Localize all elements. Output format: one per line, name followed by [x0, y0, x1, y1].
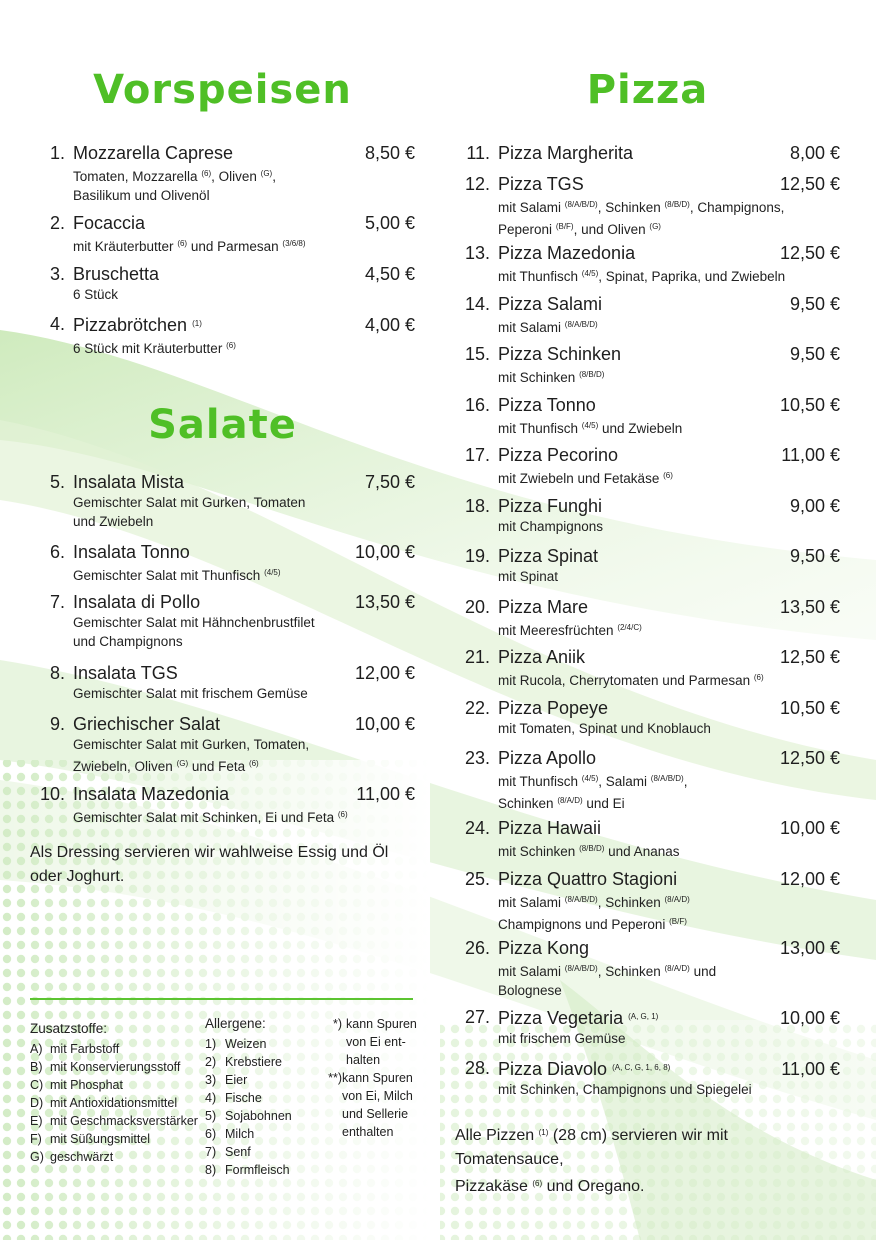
menu-item	[30, 713, 415, 783]
item-description: Gemischter Salat mit Thunfisch $^{(4/5)}$	[73, 568, 281, 583]
item-price: 8,50 €	[364, 143, 415, 163]
item-number: 9.	[49, 714, 65, 734]
item-name: Pizza Pecorino	[498, 445, 619, 465]
item-price: 4,00 €	[364, 315, 415, 335]
item-name: Pizza Aniik	[498, 647, 586, 667]
item-price: 12,00 €	[354, 663, 415, 683]
item-price: 13,50 €	[354, 592, 415, 612]
item-number: 12.	[464, 174, 490, 194]
menu-item	[30, 662, 415, 713]
item-price: 7,50 €	[364, 472, 415, 492]
item-name: Focaccia	[73, 213, 146, 233]
item-name: Pizza Funghi	[498, 496, 603, 516]
item-description: mit Salami $^{(8/A/B/D)}$, Schinken $^{(8/B/D)}$, Champignons, Peperoni $^{(B/F)}$, und Oliven $^{(G)}$	[498, 200, 785, 237]
item-description: Tomaten, Mozzarella $^{(6)}$, Oliven $^{(G)}$, Basilikum und Olivenöl	[73, 169, 276, 203]
item-description: mit Salami $^{(8/A/B/D)}$, Schinken $^{(8/A/D)}$ Champignons und Peperoni $^{(B/F)}$	[498, 895, 690, 932]
item-number: 1.	[49, 143, 65, 163]
item-price: 9,50 €	[789, 344, 840, 364]
menu-item	[455, 173, 840, 242]
item-name: Pizza Salami	[498, 294, 603, 314]
item-number: 15.	[464, 344, 490, 364]
legend-item: F) mit Süßungsmittel	[30, 1132, 151, 1146]
item-name: Pizza Popeye	[498, 698, 609, 718]
menu-item	[455, 937, 840, 1006]
menu-item	[455, 646, 840, 697]
item-name: Insalata Mista	[73, 472, 185, 492]
item-name: Pizza Tonno	[498, 395, 596, 415]
item-description: mit Schinken $^{(8/B/D)}$	[498, 370, 605, 385]
item-description: mit Thunfisch $^{(4/5)}$, Spinat, Paprika, und Zwiebeln	[498, 269, 786, 284]
item-price: 11,00 €	[781, 1059, 840, 1079]
menu-item	[30, 471, 415, 541]
legend-item: *) kann Spuren von Ei ent- halten	[332, 1017, 417, 1067]
item-number: 13.	[464, 243, 490, 263]
menu-item	[455, 868, 840, 937]
item-name: Pizza Diavolo $^{(A, C, G, 1, 6, 8)}$	[498, 1059, 671, 1079]
item-number: 28.	[464, 1058, 490, 1078]
item-number: 26.	[464, 938, 490, 958]
item-number: 6.	[49, 542, 65, 562]
right-column	[455, 60, 840, 1199]
item-number: 16.	[464, 395, 490, 415]
item-description: mit Thunfisch $^{(4/5)}$, Salami $^{(8/A/B/D)}$, Schinken $^{(8/A/D)}$ und Ei	[498, 774, 688, 811]
menu-item	[30, 591, 415, 662]
item-price: 11,00 €	[781, 445, 840, 465]
menu-item	[455, 817, 840, 868]
item-name: Pizza Quattro Stagioni	[498, 869, 678, 889]
item-description: Gemischter Salat mit Gurken, Tomaten und Zwiebeln	[73, 495, 306, 529]
item-price: 10,00 €	[779, 818, 840, 838]
allergene-legend	[205, 1015, 315, 1179]
item-name: Pizza Apollo	[498, 748, 597, 768]
zusatzstoffe-legend	[30, 1020, 200, 1166]
item-number: 10.	[39, 784, 65, 804]
legend-item: 6) Milch	[205, 1127, 255, 1141]
item-name: Pizza Kong	[498, 938, 590, 958]
item-number: 2.	[49, 213, 65, 233]
item-name: Insalata TGS	[73, 663, 178, 683]
item-number: 24.	[464, 818, 490, 838]
item-price: 10,00 €	[354, 542, 415, 562]
menu-item	[455, 142, 840, 173]
item-name: Mozzarella Caprese	[73, 143, 234, 163]
item-description: 6 Stück	[73, 287, 119, 302]
legend-item: 1) Weizen	[205, 1037, 267, 1051]
pizza-note: Alle Pizzen $^{(1)}$ (28 cm) servieren wir mit Tomatensauce, Pizzakäse $^{(6)}$ und Oregano.	[455, 1127, 728, 1195]
legend-item: **) kann Spuren von Ei, Milch und Sellerie enthalten	[328, 1071, 413, 1139]
menu-item	[30, 313, 415, 373]
item-name: Pizza Hawaii	[498, 818, 602, 838]
dressing-note: Als Dressing servieren wir wahlweise Essig und Öl oder Joghurt.	[30, 844, 389, 885]
item-price: 12,50 €	[779, 748, 840, 768]
item-description: mit Schinken, Champignons und Spiegelei	[498, 1082, 752, 1097]
left-column	[30, 60, 415, 889]
legend-divider	[30, 998, 413, 1000]
item-description: mit Spinat	[498, 569, 559, 584]
menu-item	[455, 293, 840, 343]
menu-item	[455, 495, 840, 545]
legend-item: B) mit Konservierungsstoff	[30, 1060, 181, 1074]
item-description: Gemischter Salat mit Schinken, Ei und Feta $^{(6)}$	[73, 810, 348, 825]
menu-item	[455, 747, 840, 817]
legend-item: 4) Fische	[205, 1091, 262, 1105]
legend-item: 3) Eier	[205, 1073, 248, 1087]
menu-item	[30, 142, 415, 212]
item-price: 12,50 €	[779, 243, 840, 263]
menu-item	[455, 545, 840, 596]
item-number: 7.	[49, 592, 65, 612]
legend-item: D) mit Antioxidationsmittel	[30, 1096, 178, 1110]
item-name: Pizza Schinken	[498, 344, 622, 364]
item-price: 12,00 €	[779, 869, 840, 889]
item-description: mit Tomaten, Spinat und Knoblauch	[498, 721, 711, 736]
item-description: mit Salami $^{(8/A/B/D)}$, Schinken $^{(8/A/D)}$ und Bolognese	[498, 964, 717, 998]
section-title-vorspeisen: Vorspeisen	[93, 67, 352, 113]
legend-item: E) mit Geschmacksverstärker	[30, 1114, 198, 1128]
item-price: 5,00 €	[364, 213, 415, 233]
item-description: mit Rucola, Cherrytomaten und Parmesan $^{(6)}$	[498, 673, 764, 688]
item-name: Insalata Tonno	[73, 542, 190, 562]
item-description: mit Salami $^{(8/A/B/D)}$	[498, 320, 598, 335]
menu-item	[455, 343, 840, 394]
item-description: Gemischter Salat mit Hähnchenbrustfilet und Champignons	[73, 615, 315, 649]
item-number: 14.	[464, 294, 490, 314]
item-description: 6 Stück mit Kräuterbutter $^{(6)}$	[73, 341, 236, 356]
item-name: Insalata di Pollo	[73, 592, 201, 612]
menu-item	[30, 212, 415, 263]
item-price: 13,00 €	[779, 938, 840, 958]
menu-item	[455, 394, 840, 444]
item-number: 11.	[466, 143, 490, 163]
item-name: Pizza Mazedonia	[498, 243, 636, 263]
item-number: 21.	[464, 647, 490, 667]
item-number: 3.	[49, 264, 65, 284]
item-description: mit Zwiebeln und Fetakäse $^{(6)}$	[498, 471, 673, 486]
item-number: 19.	[464, 546, 490, 566]
item-description: mit Schinken $^{(8/B/D)}$ und Ananas	[498, 844, 680, 859]
item-description: mit Champignons	[498, 519, 604, 534]
item-number: 8.	[49, 663, 65, 683]
item-number: 17.	[464, 445, 490, 465]
section-title-salate: Salate	[148, 402, 297, 448]
item-price: 9,00 €	[789, 496, 840, 516]
allergene-title: Allergene:	[205, 1016, 266, 1031]
item-description: mit Kräuterbutter $^{(6)}$ und Parmesan $^{(3/6/8)}$	[73, 239, 306, 254]
item-number: 25.	[464, 869, 490, 889]
item-name: Pizza Mare	[498, 597, 589, 617]
item-description: mit Thunfisch $^{(4/5)}$ und Zwiebeln	[498, 421, 683, 436]
item-price: 4,50 €	[364, 264, 415, 284]
item-name: Bruschetta	[73, 264, 160, 284]
item-description: Gemischter Salat mit frischem Gemüse	[73, 686, 308, 701]
menu-item	[455, 242, 840, 293]
item-name: Pizza TGS	[498, 174, 584, 194]
item-number: 23.	[464, 748, 490, 768]
item-price: 11,00 €	[356, 784, 415, 804]
item-price: 9,50 €	[789, 546, 840, 566]
spuren-legend	[320, 1015, 420, 1141]
item-description: mit frischem Gemüse	[498, 1031, 626, 1046]
menu-item	[455, 444, 840, 495]
item-name: Pizzabrötchen $^{(1)}$	[73, 315, 202, 335]
menu-item	[30, 783, 415, 841]
item-price: 13,50 €	[779, 597, 840, 617]
item-description: mit Meeresfrüchten $^{(2/4/C)}$	[498, 623, 642, 638]
legend-item: 5) Sojabohnen	[205, 1109, 292, 1123]
item-number: 18.	[464, 496, 490, 516]
item-name: Pizza Vegetaria $^{(A, G, 1)}$	[498, 1008, 659, 1028]
legend-item: G) geschwärzt	[30, 1150, 114, 1164]
item-price: 10,50 €	[779, 698, 840, 718]
item-number: 4.	[49, 314, 65, 334]
menu-item	[30, 541, 415, 591]
legend-item: C) mit Phosphat	[30, 1078, 123, 1092]
item-price: 12,50 €	[779, 174, 840, 194]
item-price: 12,50 €	[779, 647, 840, 667]
item-price: 10,00 €	[779, 1008, 840, 1028]
item-number: 27.	[464, 1007, 490, 1027]
legend-item: 8) Formfleisch	[205, 1163, 290, 1177]
menu-item	[455, 697, 840, 747]
item-price: 10,50 €	[779, 395, 840, 415]
item-description: Gemischter Salat mit Gurken, Tomaten, Zwiebeln, Oliven $^{(G)}$ und Feta $^{(6)}$	[73, 737, 310, 774]
legend-item: A) mit Farbstoff	[30, 1042, 120, 1056]
legend-item: 7) Senf	[205, 1145, 251, 1159]
item-price: 8,00 €	[789, 143, 840, 163]
menu-item	[455, 1057, 840, 1121]
menu-item	[455, 596, 840, 646]
item-name: Griechischer Salat	[73, 714, 221, 734]
item-number: 5.	[49, 472, 65, 492]
item-number: 20.	[464, 597, 490, 617]
legend-item: 2) Krebstiere	[205, 1055, 282, 1069]
item-name: Pizza Spinat	[498, 546, 599, 566]
menu-item	[30, 263, 415, 313]
item-price: 9,50 €	[789, 294, 840, 314]
item-number: 22.	[464, 698, 490, 718]
item-name: Pizza Margherita	[498, 143, 634, 163]
zusatzstoffe-title: Zusatzstoffe:	[30, 1021, 108, 1036]
section-title-pizza: Pizza	[586, 67, 709, 113]
menu-item	[455, 1006, 840, 1057]
item-price: 10,00 €	[354, 714, 415, 734]
item-name: Insalata Mazedonia	[73, 784, 230, 804]
